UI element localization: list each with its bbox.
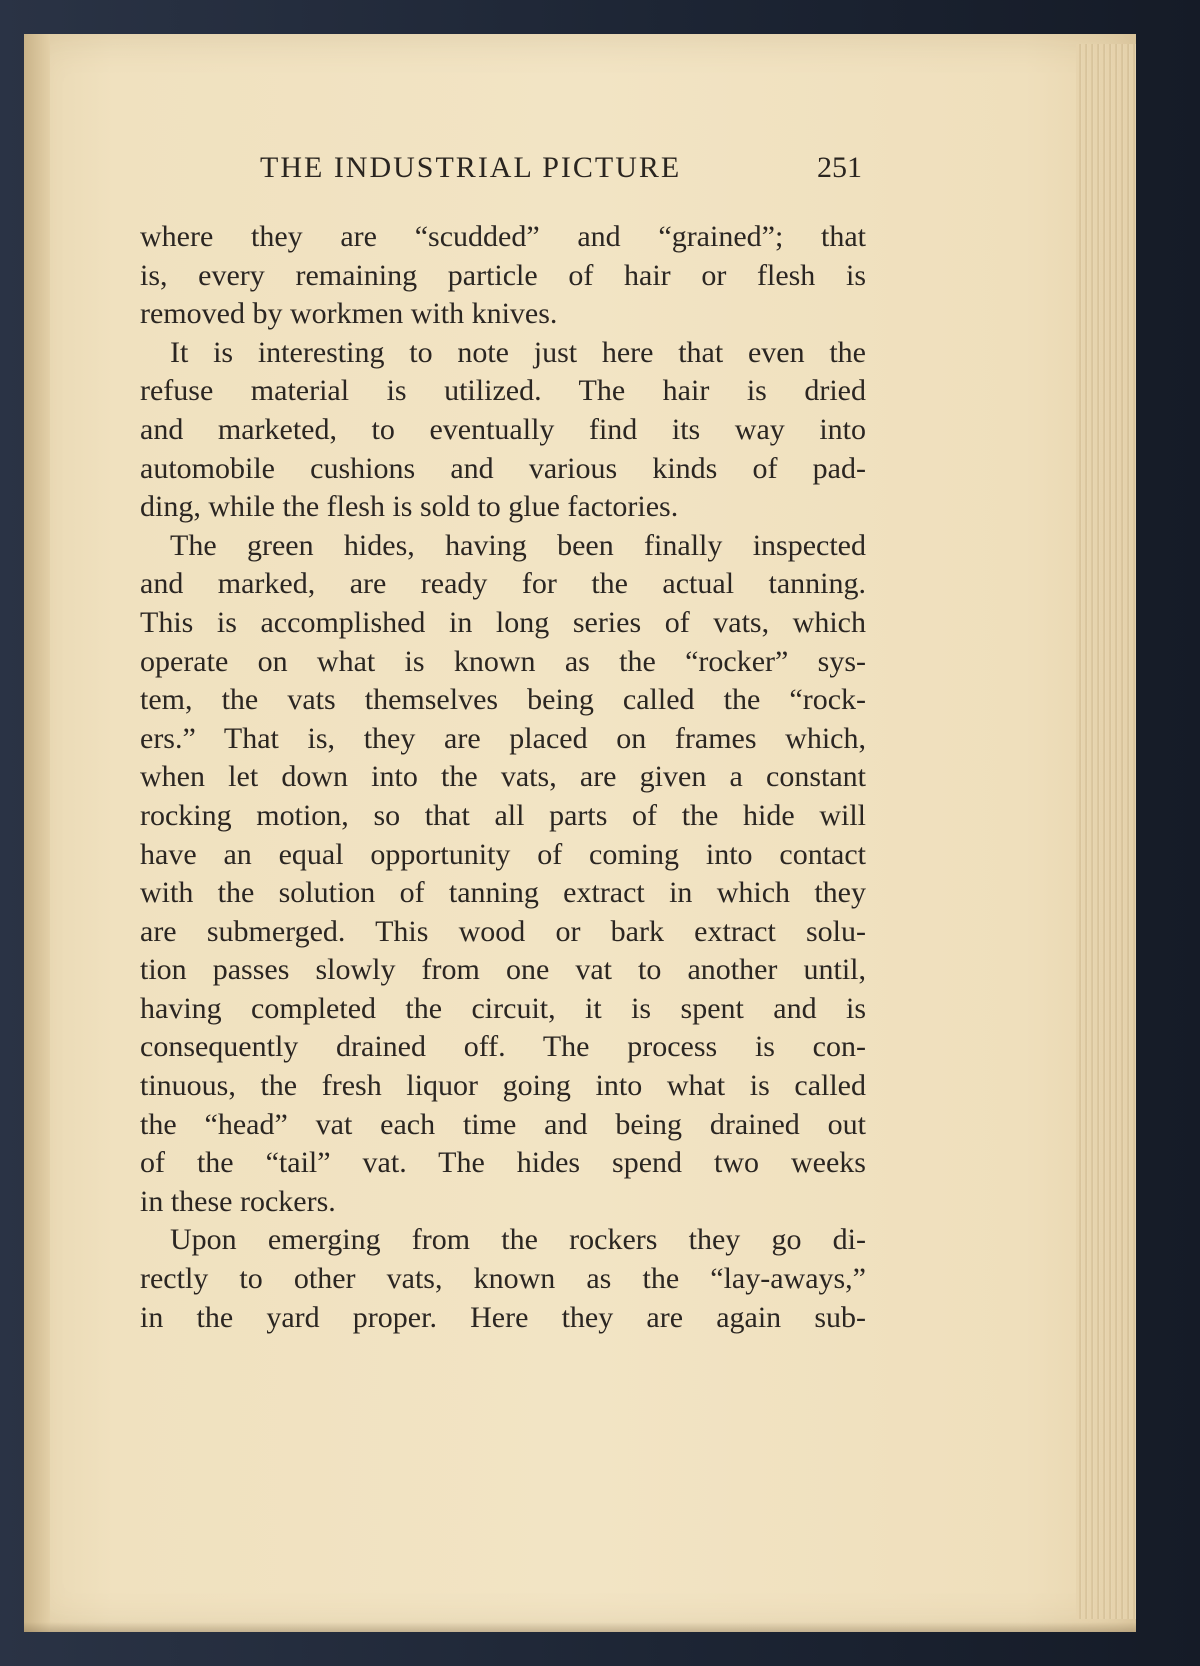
text-line: tion passes slowly from one vat to another until, — [140, 953, 866, 987]
body-text — [140, 218, 866, 1337]
text-line: automobile cushions and various kinds of pad- — [140, 451, 866, 485]
paragraph — [140, 218, 866, 334]
text-line: tinuous, the fresh liquor going into what is called — [140, 1069, 866, 1103]
page-number: 251 — [817, 151, 862, 184]
text-line: the “head” vat each time and being drained out — [140, 1107, 866, 1141]
paragraph — [140, 334, 866, 527]
text-line: in the yard proper. Here they are again sub- — [140, 1300, 866, 1334]
text-line: and marked, are ready for the actual tanning. — [140, 567, 866, 601]
text-line: consequently drained off. The process is con- — [140, 1030, 866, 1064]
running-header — [232, 145, 862, 195]
text-line: rocking motion, so that all parts of the hide will — [140, 798, 866, 832]
page-gutter — [24, 34, 50, 1632]
text-line: having completed the circuit, it is spent and is — [140, 991, 866, 1025]
text-line: rectly to other vats, known as the “lay-aways,” — [140, 1262, 866, 1296]
page-edges — [1076, 44, 1136, 1619]
text-line: ding, while the flesh is sold to glue factories. — [140, 490, 679, 524]
text-line: where they are “scudded” and “grained”; that — [140, 220, 866, 253]
paragraph — [140, 1221, 866, 1337]
text-line: are submerged. This wood or bark extract solu- — [140, 914, 866, 948]
text-line: ers.” That is, they are placed on frames which, — [140, 721, 866, 755]
text-line: of the “tail” vat. The hides spend two weeks — [140, 1146, 866, 1180]
text-line: This is accomplished in long series of vats, which — [140, 605, 866, 639]
text-line: Upon emerging from the rockers they go di- — [170, 1223, 866, 1257]
text-line: operate on what is known as the “rocker” sys- — [140, 644, 866, 678]
text-line: refuse material is utilized. The hair is dried — [140, 374, 866, 408]
text-line: have an equal opportunity of coming into contact — [140, 837, 866, 871]
running-title: THE INDUSTRIAL PICTURE — [260, 151, 682, 184]
text-line: removed by workmen with knives. — [140, 297, 558, 331]
text-line: is, every remaining particle of hair or flesh is — [140, 258, 866, 292]
page-bottom-edge — [24, 1622, 1136, 1632]
text-line: and marketed, to eventually find its way into — [140, 412, 866, 446]
text-line: The green hides, having been finally inspected — [170, 528, 866, 562]
paragraph — [140, 527, 866, 1222]
text-line: when let down into the vats, are given a constant — [140, 760, 866, 794]
text-line: in these rockers. — [140, 1184, 336, 1218]
text-line: with the solution of tanning extract in which they — [140, 876, 866, 910]
text-line: tem, the vats themselves being called the “rock- — [140, 683, 866, 717]
text-line: It is interesting to note just here that even the — [170, 335, 866, 369]
